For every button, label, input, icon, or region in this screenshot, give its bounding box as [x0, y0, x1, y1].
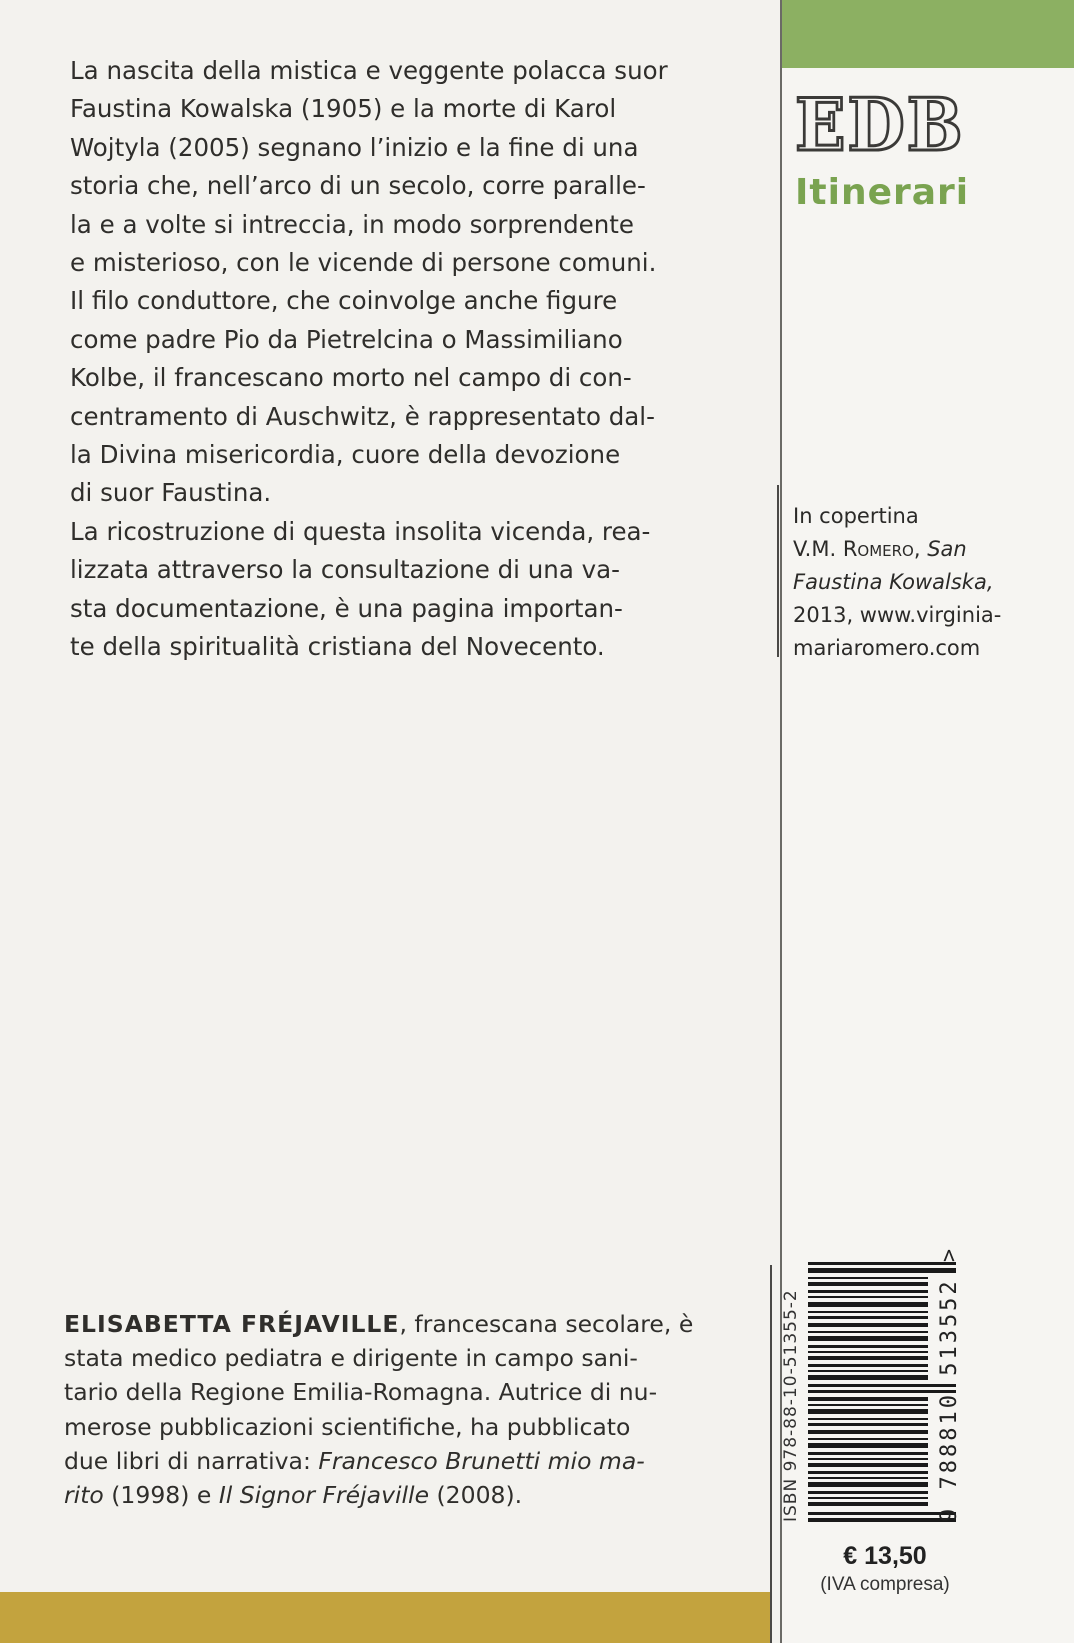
blurb-line: e misterioso, con le vicende di persone comuni.: [70, 248, 657, 278]
vat-note: (IVA compresa): [820, 1574, 950, 1595]
book-title-1-end: rito: [64, 1481, 104, 1510]
author-bio-line: [64, 1478, 704, 1512]
book-year-1: (1998) e: [103, 1481, 219, 1510]
barcode-divider: [770, 1265, 772, 1643]
caption-title-part1: San: [927, 537, 967, 561]
author-bio-line: stata medico pediatra e dirigente in campo sani-: [64, 1344, 638, 1373]
blurb-line: Faustina Kowalska (1905) e la morte di Karol: [70, 94, 617, 124]
blurb-line: lizzata attraverso la consultazione di una va-: [70, 555, 620, 585]
green-band: [782, 0, 1074, 68]
author-bio-line: merose pubblicazioni scientifiche, ha pubblicato: [64, 1412, 631, 1441]
author-line5-plain: due libri di narrativa:: [64, 1446, 319, 1475]
series-name: Itinerari: [795, 172, 970, 213]
blurb-line: La ricostruzione di questa insolita vicenda, rea-: [70, 516, 651, 546]
ochre-band: [0, 1592, 770, 1643]
blurb-line: La nascita della mistica e veggente polacca suor: [70, 56, 668, 85]
caption-label: In copertina: [793, 504, 919, 528]
blurb-line: Kolbe, il francescano morto nel campo di con-: [70, 363, 632, 393]
caption-web-end: mariaromero.com: [793, 636, 981, 660]
author-bio-line: tario della Regione Emilia-Romagna. Autrice di nu-: [64, 1378, 658, 1407]
author-name: ELISABETTA FRÉJAVILLE: [64, 1310, 400, 1338]
blurb-text: [70, 52, 703, 667]
blurb-line: sta documentazione, è una pagina importan-: [70, 593, 623, 623]
blurb-line: te della spiritualità cristiana del Novecento.: [70, 632, 605, 662]
caption-credit-sep: ,: [913, 537, 928, 561]
caption-title-line: [793, 566, 1063, 599]
blurb-line: Wojtyla (2005) segnano l’inizio e la fine di una: [70, 132, 639, 162]
blurb-line: come padre Pio da Pietrelcina o Massimiliano: [70, 324, 623, 354]
caption-title-part2: Faustina Kowalska: [793, 570, 987, 594]
publisher-logo: [795, 82, 965, 168]
isbn-code: ISBN 978-88-10-51355-2: [781, 1289, 801, 1522]
caption-credit-prefix: V.M.: [793, 537, 843, 561]
caption-credit-line: [793, 533, 1063, 566]
blurb-line: la Divina misericordia, cuore della devozione: [70, 440, 621, 470]
logo-text: EDB: [795, 82, 965, 167]
blurb-line: di suor Faustina.: [70, 478, 272, 508]
blurb-line: storia che, nell’arco di un secolo, corre paralle-: [70, 171, 646, 201]
book-year-2: (2008).: [429, 1481, 523, 1510]
author-bio-line: [64, 1307, 704, 1341]
blurb-line: centramento di Auschwitz, è rappresentato dal-: [70, 401, 655, 431]
ean-digits: 9 788810 513552 >: [937, 1245, 962, 1522]
book-title-1: Francesco Brunetti mio ma-: [318, 1446, 645, 1475]
book-title-2: Il Signor Fréjaville: [218, 1481, 430, 1510]
author-bio: [64, 1307, 704, 1512]
blurb-line: la e a volte si intreccia, in modo sorprendente: [70, 209, 634, 239]
caption-year-web: 2013, www.virginia-: [793, 603, 1002, 627]
author-line1-rest: , francescana secolare, è: [399, 1310, 694, 1338]
blurb-line: Il filo conduttore, che coinvolge anche figure: [70, 286, 618, 316]
cover-caption: [793, 500, 1063, 665]
caption-title-tail: ,: [986, 570, 994, 594]
caption-credit-surname: Romero: [842, 537, 914, 561]
barcode-icon: [808, 1262, 956, 1522]
price: € 13,50: [843, 1542, 927, 1570]
author-bio-line: [64, 1444, 704, 1478]
caption-divider: [777, 485, 779, 657]
